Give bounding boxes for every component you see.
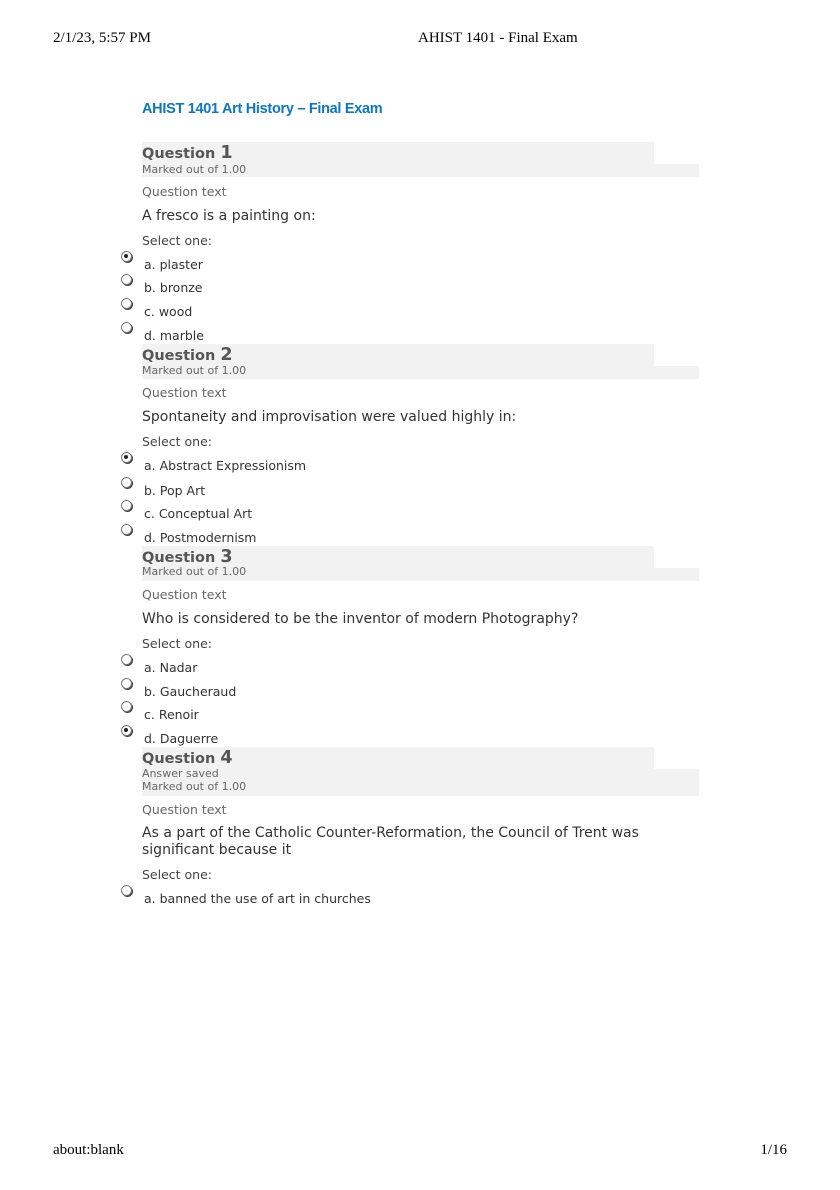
radio-button[interactable] [121, 678, 132, 689]
question-label [142, 345, 233, 365]
answer-option-a[interactable] [0, 660, 700, 680]
question-label [142, 143, 233, 163]
answer-option-a[interactable] [0, 891, 700, 911]
radio-button[interactable] [121, 477, 132, 488]
option-label: b. Pop Art [144, 483, 206, 498]
question-label [142, 748, 233, 768]
radio-button[interactable] [121, 274, 132, 285]
answer-option-a[interactable] [0, 458, 700, 478]
answer-option-c[interactable] [0, 304, 700, 324]
option-label: a. plaster [144, 257, 203, 272]
select-one-label: Select one: [142, 867, 213, 882]
print-footer [0, 1142, 840, 1162]
radio-button[interactable] [121, 725, 132, 736]
radio-button[interactable] [121, 701, 132, 712]
question-label [142, 547, 233, 567]
select-one-label: Select one: [142, 636, 213, 651]
print-page-number: 1/16 [760, 1142, 787, 1158]
radio-button[interactable] [121, 452, 132, 463]
option-label: d. Postmodernism [144, 530, 257, 545]
option-label: d. Daguerre [144, 731, 219, 746]
option-label: b. bronze [144, 280, 203, 295]
select-one-label: Select one: [142, 434, 213, 449]
option-label: a. banned the use of art in churches [144, 891, 371, 906]
question-number: 4 [220, 748, 233, 768]
question-word: Question [142, 550, 216, 566]
answer-option-a[interactable] [0, 257, 700, 277]
radio-button[interactable] [121, 524, 132, 535]
print-header [0, 30, 840, 50]
question-text-label: Question text [142, 587, 227, 602]
question-text: Spontaneity and improvisation were valued highly in: [142, 409, 517, 425]
radio-button[interactable] [121, 885, 132, 896]
answer-option-b[interactable] [0, 483, 700, 503]
question-word: Question [142, 751, 216, 767]
question-text-label: Question text [142, 184, 227, 199]
question-number: 3 [220, 547, 233, 567]
print-url: about:blank [53, 1142, 124, 1158]
question-marked: Marked out of 1.00 [142, 364, 247, 377]
option-label: b. Gaucheraud [144, 684, 237, 699]
question-text-label: Question text [142, 385, 227, 400]
question-word: Question [142, 348, 216, 364]
option-label: c. Renoir [144, 707, 199, 722]
question-status: Answer saved [142, 767, 219, 780]
question-text-line: As a part of the Catholic Counter-Reformation, the Council of Trent was [142, 825, 639, 841]
select-one-label: Select one: [142, 233, 213, 248]
answer-option-c[interactable] [0, 506, 700, 526]
question-word: Question [142, 146, 216, 162]
print-page-title: AHIST 1401 - Final Exam [418, 30, 578, 46]
question-text-line: significant because it [142, 842, 292, 858]
question-text: A fresco is a painting on: [142, 208, 316, 224]
question-text [142, 825, 662, 859]
exam-title: AHIST 1401 Art History – Final Exam [142, 101, 383, 117]
answer-option-b[interactable] [0, 684, 700, 704]
radio-button[interactable] [121, 251, 132, 262]
option-label: c. wood [144, 304, 193, 319]
question-marked: Marked out of 1.00 [142, 780, 247, 793]
question-number: 2 [220, 345, 233, 365]
question-number: 1 [220, 143, 233, 163]
radio-button[interactable] [121, 322, 132, 333]
answer-option-c[interactable] [0, 707, 700, 727]
option-label: a. Abstract Expressionism [144, 458, 307, 473]
radio-button[interactable] [121, 500, 132, 511]
question-text-label: Question text [142, 802, 227, 817]
question-marked: Marked out of 1.00 [142, 565, 247, 578]
radio-button[interactable] [121, 298, 132, 309]
print-datetime: 2/1/23, 5:57 PM [53, 30, 151, 46]
question-marked: Marked out of 1.00 [142, 163, 247, 176]
question-text: Who is considered to be the inventor of modern Photography? [142, 611, 579, 627]
radio-button[interactable] [121, 654, 132, 665]
option-label: a. Nadar [144, 660, 198, 675]
option-label: c. Conceptual Art [144, 506, 253, 521]
answer-option-b[interactable] [0, 280, 700, 300]
option-label: d. marble [144, 328, 204, 343]
